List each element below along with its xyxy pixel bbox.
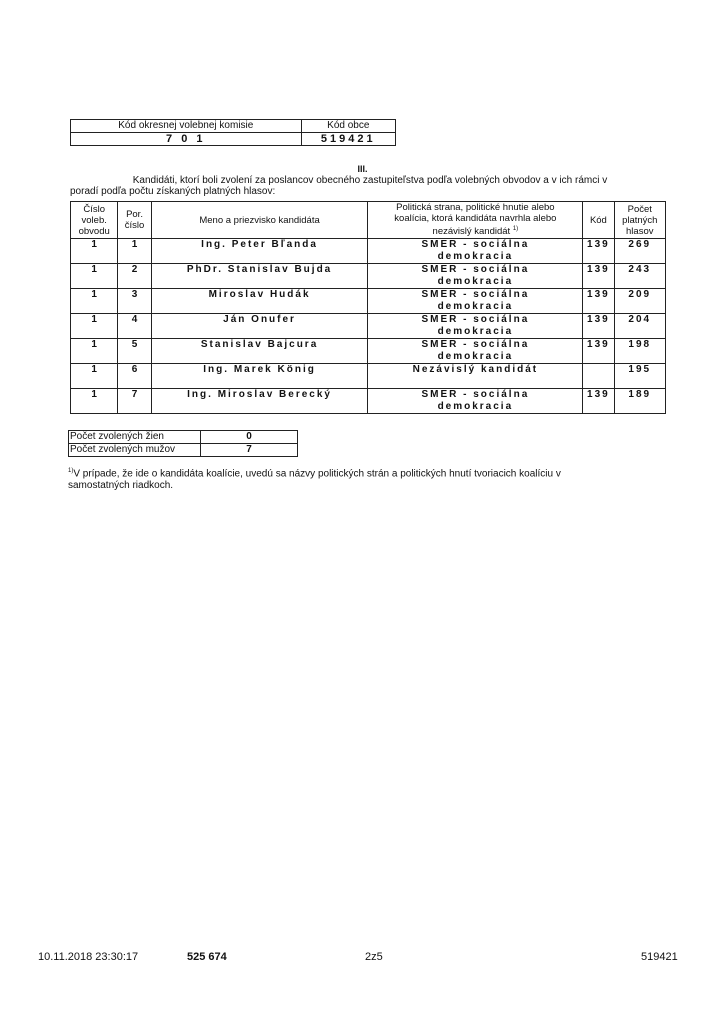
cell-por: 3 [118, 289, 151, 314]
district-code-table [70, 119, 396, 146]
footnote-line-2: samostatných riadkoch. [68, 480, 174, 492]
cell-party: SMER - sociálna demokracia [368, 389, 583, 414]
footnote-marker: 1) [68, 468, 74, 474]
cell-obvod: 1 [71, 389, 118, 414]
table-row [71, 364, 666, 389]
cell-kod: 139 [583, 339, 614, 364]
komisia-code-value: 7 0 1 [71, 133, 302, 146]
cell-obvod: 1 [71, 339, 118, 364]
cell-name: Ing. Peter Bľanda [151, 239, 368, 264]
footnote [68, 465, 648, 492]
women-count-label: Počet zvolených žien [69, 431, 201, 444]
table-row [71, 239, 666, 264]
cell-kod: 139 [583, 264, 614, 289]
cell-kod: 139 [583, 389, 614, 414]
intro-line-2: poradí podľa počtu získaných platných hlasov: [70, 186, 276, 197]
cell-por: 2 [118, 264, 151, 289]
cell-obvod: 1 [71, 239, 118, 264]
table-row [71, 289, 666, 314]
cell-votes: 269 [614, 239, 665, 264]
cell-por: 1 [118, 239, 151, 264]
obec-code-value: 519421 [301, 133, 395, 146]
cell-por: 5 [118, 339, 151, 364]
table-row [71, 339, 666, 364]
section-number: III. [357, 164, 368, 174]
cell-obvod: 1 [71, 264, 118, 289]
cell-name: PhDr. Stanislav Bujda [151, 264, 368, 289]
col-kod-header: Kód [583, 202, 614, 239]
cell-name: Ján Onufer [151, 314, 368, 339]
cell-votes: 198 [614, 339, 665, 364]
cell-obvod: 1 [71, 289, 118, 314]
cell-name: Miroslav Hudák [151, 289, 368, 314]
col-obvod-header: Číslo voleb. obvodu [71, 202, 118, 239]
obec-code-header: Kód obce [301, 120, 395, 133]
table-row [71, 389, 666, 414]
table-row [71, 314, 666, 339]
col-votes-header: Počet platných hlasov [614, 202, 665, 239]
cell-obvod: 1 [71, 364, 118, 389]
cell-por: 6 [118, 364, 151, 389]
elected-candidates-table [70, 201, 666, 414]
col-party-header: Politická strana, politické hnutie alebo koalícia, ktorá kandidáta navrhla alebo nezávislý kandidát $^{1)}$ [368, 202, 583, 239]
women-count-value: 0 [201, 431, 298, 444]
cell-party: SMER - sociálna demokracia [368, 264, 583, 289]
cell-name: Ing. Miroslav Berecký [151, 389, 368, 414]
cell-kod: 139 [583, 239, 614, 264]
table-header-row [71, 202, 666, 239]
table-row [71, 264, 666, 289]
cell-votes: 204 [614, 314, 665, 339]
footer-page-number: 2z5 [365, 951, 383, 963]
cell-kod: 139 [583, 289, 614, 314]
men-count-value: 7 [201, 444, 298, 457]
footer-datetime: 10.11.2018 23:30:17 [38, 951, 139, 963]
footer-code: 525 674 [187, 951, 227, 963]
cell-name: Stanislav Bajcura [151, 339, 368, 364]
cell-por: 4 [118, 314, 151, 339]
cell-party: Nezávislý kandidát [368, 364, 583, 389]
cell-votes: 209 [614, 289, 665, 314]
cell-votes: 243 [614, 264, 665, 289]
komisia-code-header: Kód okresnej volebnej komisie [71, 120, 302, 133]
section-intro [70, 175, 670, 197]
cell-name: Ing. Marek König [151, 364, 368, 389]
intro-line-1: Kandidáti, ktorí boli zvolení za poslancov obecného zastupiteľstva podľa volebných obvodov a v ich rámci v [132, 175, 608, 186]
cell-party: SMER - sociálna demokracia [368, 239, 583, 264]
cell-party: SMER - sociálna demokracia [368, 314, 583, 339]
cell-kod [583, 364, 614, 389]
cell-votes: 195 [614, 364, 665, 389]
col-name-header: Meno a priezvisko kandidáta [151, 202, 368, 239]
cell-party: SMER - sociálna demokracia [368, 289, 583, 314]
footer-obec-code: 519421 [641, 951, 678, 963]
cell-por: 7 [118, 389, 151, 414]
cell-votes: 189 [614, 389, 665, 414]
cell-kod: 139 [583, 314, 614, 339]
footnote-line-1: V prípade, že ide o kandidáta koalície, uvedú sa názvy politických strán a politických hnutí tvoriacich koalíciu v [73, 468, 561, 480]
col-por-header: Por. číslo [118, 202, 151, 239]
cell-obvod: 1 [71, 314, 118, 339]
cell-party: SMER - sociálna demokracia [368, 339, 583, 364]
elected-counts-table [68, 430, 298, 457]
men-count-label: Počet zvolených mužov [69, 444, 201, 457]
